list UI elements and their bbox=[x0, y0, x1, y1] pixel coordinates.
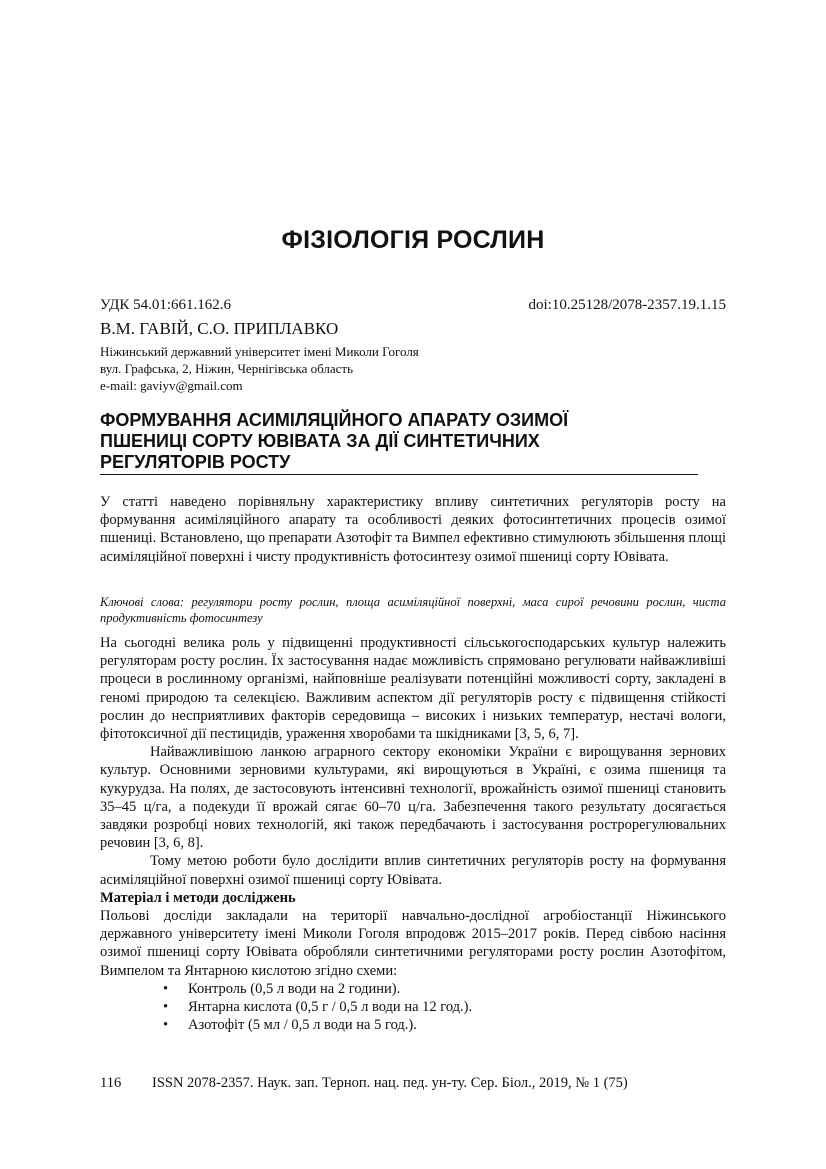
keywords: Ключові слова: регулятори росту рослин, площа асиміляційної поверхні, маса сирої речовини рослин, чиста продуктивність фотосинтезу bbox=[100, 595, 726, 625]
list-item bbox=[100, 998, 726, 1016]
list-item-text: Контроль (0,5 л води на 2 години). bbox=[188, 980, 401, 997]
intro-paragraph-1: На сьогодні велика роль у підвищенні продуктивності сільськогосподарських культур належить регуляторам росту рослин. Їх застосування надає можливість спрямовано регулювати найважливіші процеси в рослинному організмі, найповніше реалізувати потенційні можливості сорту, закладені в геномі природою та селекцією. Важливим аспектом дії регуляторів росту є підвищення стійкості рослин до несприятливих факторів середовища – високих і низьких температур, нестачі вологи, фітотоксичної дії пестицидів, ураження хворобами та шкідниками [3, 5, 6, 7]. bbox=[100, 635, 726, 743]
list-item bbox=[100, 1016, 726, 1034]
title-underline-rule bbox=[100, 474, 698, 475]
affiliation-university: Ніжинський державний університет імені Миколи Гоголя bbox=[100, 344, 419, 359]
list-item-text: Янтарна кислота (0,5 г / 0,5 л води на 12 год.). bbox=[188, 999, 473, 1016]
abstract: У статті наведено порівняльну характеристику впливу синтетичних регуляторів росту на формування асиміляційного апарату та особливості деяких фотосинтетичних процесів озимої пшениці. Встановлено, що препарати Азотофіт та Вимпел ефективно стимулюють збільшення площі асиміляційної поверхні і чисту продуктивність фотосинтезу озимої пшениці сорту Ювівата. bbox=[100, 494, 726, 565]
udk-code: УДК 54.01:661.162.6 bbox=[100, 297, 232, 313]
affiliation-email[interactable]: e-mail: gaviyv@gmail.com bbox=[100, 378, 243, 393]
list-item bbox=[100, 980, 726, 998]
intro-paragraph-2: Найважливішою ланкою аграрного сектору економіки України є вирощування зернових культур. Основними зерновими культурами, які вирощуються в Україні, є озима пшениця та кукурудза. На полях, де застосовують інтенсивні технології, врожайність озимої пшениці становить 35–45 ц/га, а подекуди її врожай сягає 60–70 ц/га. Забезпечення такого результату досягається завдяки розробці нових технологій, які також передбачають і застосування рострорегулювальних речовин [3, 6, 8]. bbox=[100, 744, 726, 852]
section-title: ФІЗІОЛОГІЯ РОСЛИН bbox=[281, 226, 545, 254]
bullet-icon: • bbox=[163, 999, 169, 1016]
bullet-icon: • bbox=[163, 980, 169, 997]
paper-title bbox=[100, 410, 700, 473]
methods-paragraph: Польові досліди закладали на території навчально-дослідної агробіостанції Ніжинського державного університету імені Миколи Гоголя впродовж 2015–2017 років. Перед сівбою насіння озимої пшениці сорту Ювівата обробляли синтетичними регуляторами росту рослин Азотофітом, Вимпелом та Янтарною кислотою згідно схеми: bbox=[100, 908, 726, 979]
page-footer bbox=[100, 1075, 628, 1092]
journal-citation: ISSN 2078-2357. Наук. зап. Терноп. нац. пед. ун-ту. Сер. Біол., 2019, № 1 (75) bbox=[152, 1075, 628, 1091]
paper-title-line-1: ФОРМУВАННЯ АСИМІЛЯЦІЙНОГО АПАРАТУ ОЗИМОЇ bbox=[100, 410, 569, 430]
list-item-text: Азотофіт (5 мл / 0,5 л води на 5 год.). bbox=[188, 1017, 417, 1034]
affiliation-address: вул. Графська, 2, Ніжин, Чернігівська область bbox=[100, 361, 354, 376]
paper-title-line-2: ПШЕНИЦІ СОРТУ ЮВІВАТА ЗА ДІЇ СИНТЕТИЧНИХ bbox=[100, 431, 540, 451]
intro-paragraph-3: Тому метою роботи було дослідити вплив синтетичних регуляторів росту на формування асиміляційної поверхні озимої пшениці сорту Ювівата. bbox=[100, 853, 726, 888]
treatment-list bbox=[100, 980, 726, 1035]
doi-link[interactable]: doi:10.25128/2078-2357.19.1.15 bbox=[528, 297, 726, 313]
paper-title-line-3: РЕГУЛЯТОРІВ РОСТУ bbox=[100, 452, 291, 472]
page-number: 116 bbox=[100, 1075, 122, 1091]
main-text bbox=[100, 634, 726, 1034]
methods-heading: Матеріал і методи досліджень bbox=[100, 889, 296, 906]
affiliation-block bbox=[100, 343, 419, 394]
authors: В.М. ГАВІЙ, С.О. ПРИПЛАВКО bbox=[100, 319, 339, 338]
bullet-icon: • bbox=[163, 1017, 169, 1034]
